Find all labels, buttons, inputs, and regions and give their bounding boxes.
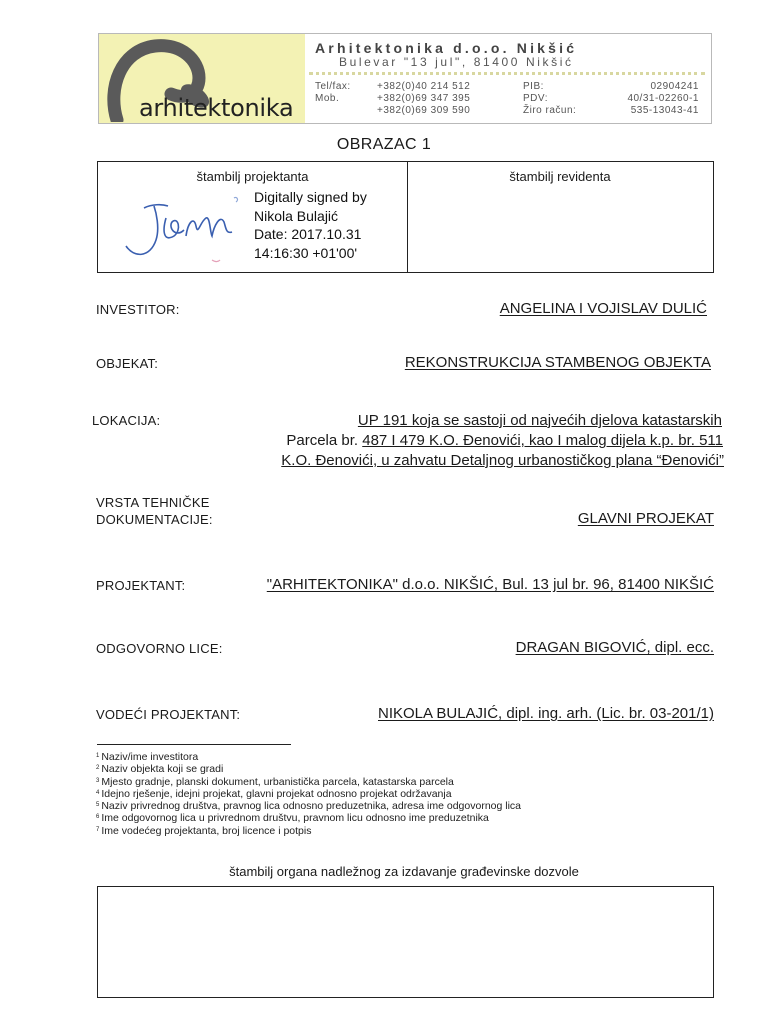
location-value <box>281 411 722 471</box>
signature-line: Digitally signed by <box>254 189 367 205</box>
handwritten-signature-icon[interactable] <box>116 192 256 272</box>
location-line-2-prefix: Parcela br. <box>286 432 363 449</box>
object-value <box>405 354 711 371</box>
company-logo <box>99 34 305 123</box>
digital-signature-text <box>254 188 367 262</box>
contact-value: +382(0)69 347 395 <box>377 93 471 104</box>
contact-label2: Žiro račun: <box>523 105 577 116</box>
contact-info <box>315 81 699 117</box>
lead-designer-value <box>378 705 714 722</box>
letterhead-banner <box>98 33 712 124</box>
contact-label2: PIB: <box>523 81 544 92</box>
designer-stamp-label: štambilj projektanta <box>196 169 309 184</box>
signature-line: 14:16:30 +01'00' <box>254 244 358 261</box>
designer-value <box>267 576 714 593</box>
contact-value: +382(0)69 309 590 <box>377 105 471 116</box>
form-title: OBRAZAC 1 <box>336 136 432 153</box>
lead-designer-label: VODEĆI PROJEKTANT: <box>96 707 241 722</box>
footnote-item: $^3$ Mjesto gradnje, planski dokument, urbanistička parcela, katastarska parcela <box>96 775 454 788</box>
contact-value2: 02904241 <box>650 81 699 92</box>
contact-label: Tel/fax: <box>315 81 351 92</box>
footnote-item: $^4$ Idejno rješenje, idejni projekat, glavni projekat odnosno projekat održavanja <box>96 787 452 800</box>
responsible-value <box>516 639 714 656</box>
dotted-divider <box>309 72 705 75</box>
doc-type-value-text: GLAVNI PROJEKAT <box>577 510 714 527</box>
footnotes <box>96 751 521 837</box>
responsible-label: ODGOVORNO LICE: <box>96 641 223 656</box>
contact-row <box>315 81 699 93</box>
contact-label: Mob. <box>315 93 340 104</box>
contact-row <box>315 93 699 105</box>
footnote-item: $^1$ Naziv/ime investitora <box>96 751 199 763</box>
doc-type-label <box>96 494 213 528</box>
contact-value2: 535-13043-41 <box>630 105 699 116</box>
signature-line: Nikola Bulajić <box>254 207 339 224</box>
location-label: LOKACIJA: <box>92 413 161 428</box>
location-line-2: 487 I 479 K.O. Đenovići, kao I malog dijela k.p. br. 511 <box>362 432 723 449</box>
signature-line: Date: 2017.10.31 <box>254 226 362 242</box>
contact-row <box>315 105 699 117</box>
reviewer-stamp-label: štambilj revidenta <box>509 169 611 184</box>
footnote-item: $^7$ Ime vodećeg projektanta, broj licence i potpis <box>96 824 312 837</box>
investor-value-text: ANGELINA I VOJISLAV DULIĆ <box>499 300 707 317</box>
company-address: Bulevar "13 jul", 81400 Nikšić <box>339 55 574 69</box>
object-value-text: REKONSTRUKCIJA STAMBENOG OBJEKTA <box>404 354 711 371</box>
contact-label <box>315 105 377 117</box>
location-line-1: UP 191 koja se sastoji od najvećih djelova katastarskih <box>357 412 722 429</box>
designer-value-text: "ARHITEKTONIKA" d.o.o. NIKŠIĆ, Bul. 13 jul br. 96, 81400 NIKŠIĆ <box>266 576 714 593</box>
doc-type-value <box>578 510 714 527</box>
object-label: OBJEKAT: <box>96 356 159 371</box>
responsible-value-text: DRAGAN BIGOVIĆ, dipl. ecc. <box>515 639 714 656</box>
investor-label: INVESTITOR: <box>96 302 180 317</box>
doc-type-label-line2: DOKUMENTACIJE: <box>96 512 213 527</box>
designer-label: PROJEKTANT: <box>96 578 186 593</box>
stamp-table <box>97 161 714 273</box>
company-name: Arhitektonika d.o.o. Nikšić <box>315 40 578 56</box>
footnote-item: $^5$ Naziv privrednog društva, pravnog lica odnosno preduzetnika, adresa ime odgovornog lica <box>96 800 522 813</box>
authority-stamp-box <box>97 886 714 998</box>
footnote-rule <box>97 744 291 745</box>
investor-value <box>500 300 707 317</box>
contact-value2: 40/31-02260-1 <box>627 93 699 104</box>
doc-type-label-line1: VRSTA TEHNIČKE <box>96 495 210 510</box>
footnote-item: $^2$ Naziv objekta koji se gradi <box>96 763 224 776</box>
contact-label2: PDV: <box>523 93 548 104</box>
lead-designer-value-text: NIKOLA BULAJIĆ, dipl. ing. arh. (Lic. br. 03-201/1) <box>378 705 714 722</box>
logo-wordmark: arhitektonika <box>139 94 294 122</box>
footnote-item: $^6$ Ime odgovornog lica u privrednom društvu, pravnom licu odnosno ime preduzetnika <box>96 812 489 825</box>
authority-stamp-label: štambilj organa nadležnog za izdavanje građevinske dozvole <box>229 864 579 879</box>
contact-value: +382(0)40 214 512 <box>377 81 471 92</box>
location-line-3: K.O. Đenovići, u zahvatu Detaljnog urbanostičkog plana “Đenovići” <box>281 452 724 469</box>
